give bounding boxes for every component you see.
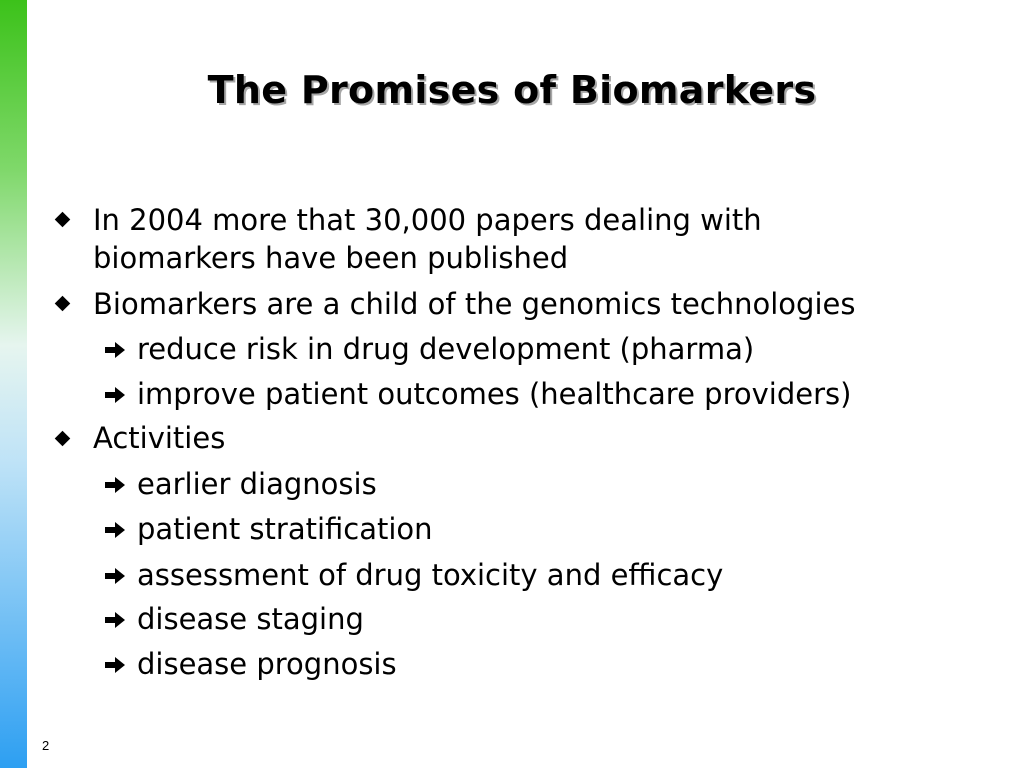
sub-bullet-item: reduce risk in drug development (pharma) <box>137 332 755 366</box>
bullet-item: Activities <box>93 421 226 455</box>
bullet-item: Biomarkers are a child of the genomics technologies <box>93 287 856 321</box>
sub-bullet-item: disease staging <box>137 602 364 636</box>
arrow-bullet-icon <box>104 567 126 585</box>
diamond-bullet-icon <box>55 212 71 228</box>
arrow-bullet-icon <box>104 611 126 629</box>
diamond-bullet-icon <box>55 431 71 447</box>
sub-bullet-item: improve patient outcomes (healthcare providers) <box>137 377 852 411</box>
arrow-bullet-icon <box>104 476 126 494</box>
gradient-sidebar <box>0 0 27 768</box>
arrow-bullet-icon <box>104 656 126 674</box>
bullet-item: In 2004 more that 30,000 papers dealing with <box>93 203 762 237</box>
bullet-item-continuation: biomarkers have been published <box>93 241 569 275</box>
diamond-bullet-icon <box>55 296 71 312</box>
arrow-bullet-icon <box>104 521 126 539</box>
arrow-bullet-icon <box>104 386 126 404</box>
sub-bullet-item: earlier diagnosis <box>137 467 377 501</box>
arrow-bullet-icon <box>104 341 126 359</box>
sub-bullet-item: disease prognosis <box>137 647 397 681</box>
page-number: 2 <box>42 738 50 753</box>
sub-bullet-item: patient stratification <box>137 512 433 546</box>
sub-bullet-item: assessment of drug toxicity and efficacy <box>137 558 724 592</box>
slide-title: The Promises of Biomarkers <box>207 68 817 112</box>
